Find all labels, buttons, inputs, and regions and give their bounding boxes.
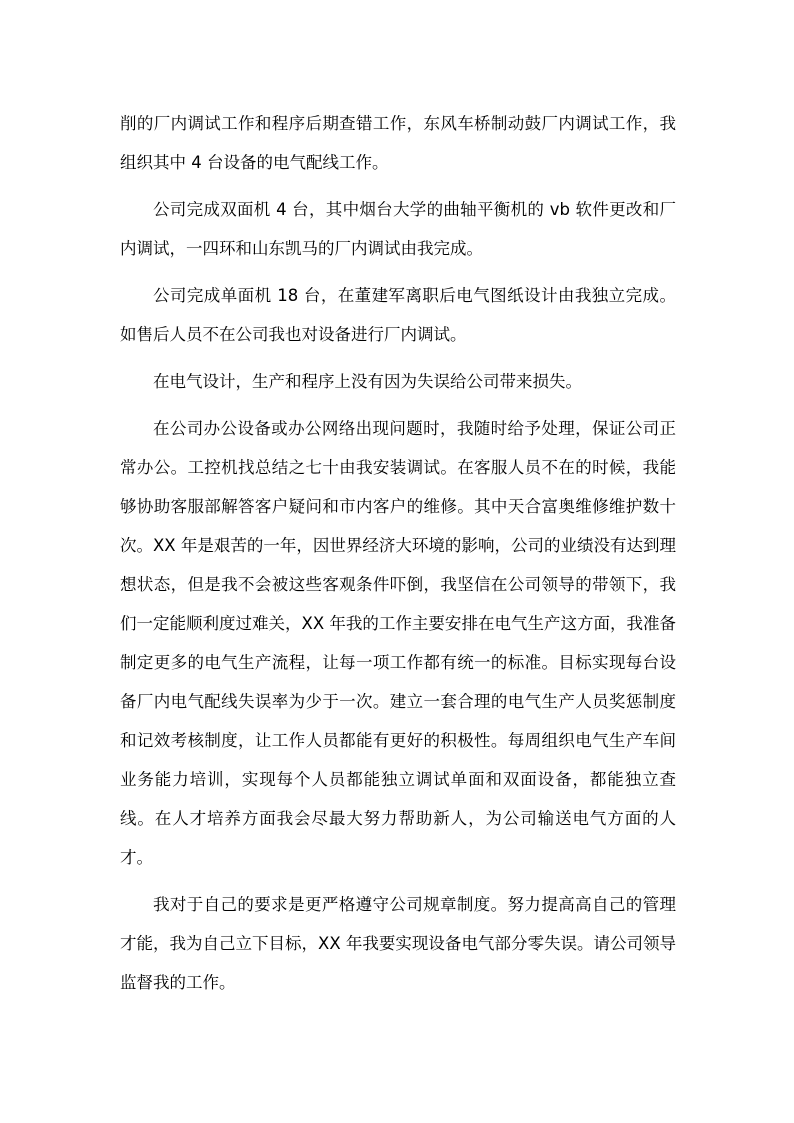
paragraph-no-losses: 在电气设计，生产和程序上没有因为失误给公司带来损失。 — [153, 372, 582, 391]
document-body — [120, 104, 676, 1010]
paragraph-office-support-and-plans: 在公司办公设备或办公网络出现问题时，我随时给予处理，保证公司正常办公。工控机找总结之七十由我安装调试。在客服人员不在的时候，我能够协助客服部解答客户疑问和市内客户的维修。其中天合富奥维修维护数十次。XX 年是艰苦的一年，因世界经济大环境的影响，公司的业绩没有达到理想状态，但是我不会被这些客观条件吓倒，我坚信在公司领导的带领下，我们一定能顺利度过难关，XX 年我的工作主要安排在电气生产这方面，我准备制定更多的电气生产流程，让每一项工作都有统一的标准。目标实现每台设备厂内电气配线失误率为少于一次。建立一套合理的电气生产人员奖惩制度和记效考核制度，让工作人员都能有更好的积极性。每周组织电气生产车间业务能力培训，实现每个人员都能独立调试单面和双面设备，都能独立查线。在人才培养方面我会尽最大努力帮助新人，为公司输送电气方面的人才。 — [120, 419, 676, 867]
paragraph-single-sided-machines: 公司完成单面机 18 台，在董建军离职后电气图纸设计由我独立完成。如售后人员不在公司我也对设备进行厂内调试。 — [120, 286, 676, 344]
paragraph-self-requirements: 我对于自己的要求是更严格遵守公司规章制度。努力提高高自己的管理才能，我为自己立下目标，XX 年我要实现设备电气部分零失误。请公司领导监督我的工作。 — [120, 895, 676, 992]
paragraph-double-sided-machines: 公司完成双面机 4 台，其中烟台大学的曲轴平衡机的 vb 软件更改和厂内调试，一四环和山东凯马的厂内调试由我完成。 — [120, 200, 676, 258]
paragraph-continuation: 削的厂内调试工作和程序后期查错工作，东风车桥制动鼓厂内调试工作，我组织其中 4 台设备的电气配线工作。 — [120, 114, 676, 172]
